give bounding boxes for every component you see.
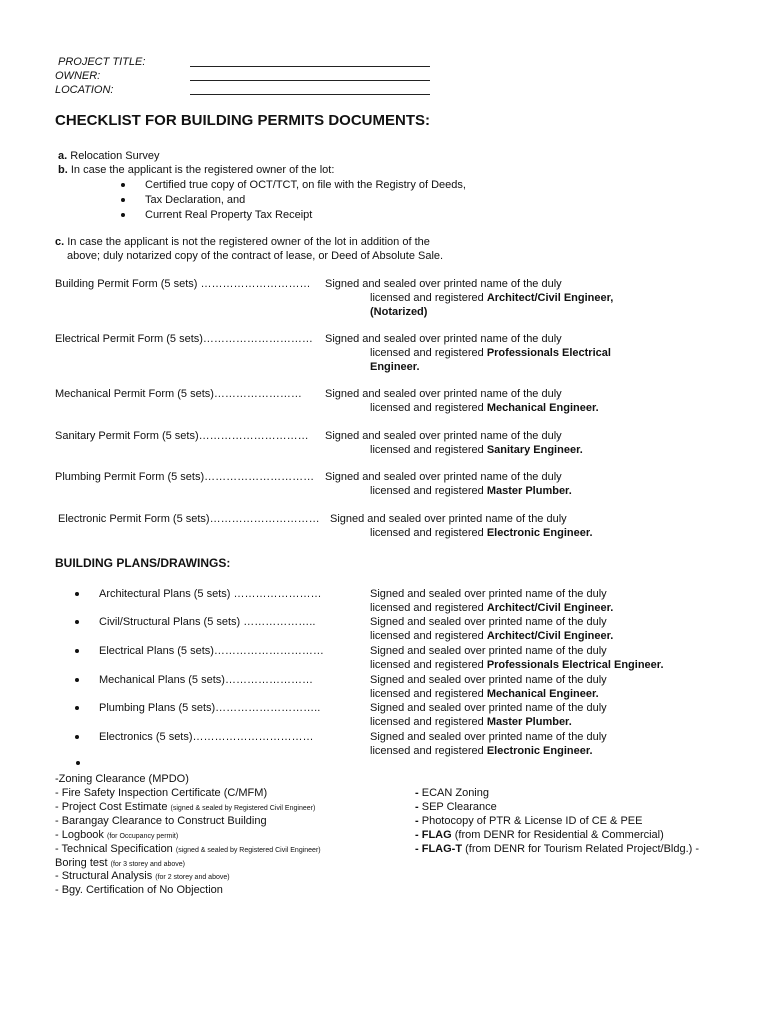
item-c-text-1: In case the applicant is not the registered owner of the lot in addition of the [67, 236, 430, 248]
permit-form-role: Mechanical Engineer. [486, 402, 599, 414]
permit-form-signed: Signed and sealed over printed name of the duly [325, 388, 562, 400]
permit-form-electrical: Electrical Permit Form (5 sets)………………………… [55, 333, 313, 345]
req-cost-note: (signed & sealed by Registered Civil Engineer) [170, 805, 316, 812]
item-b [58, 163, 334, 177]
plan-licensed: licensed and registered Architect/Civil Engineer. [370, 630, 614, 642]
plan-role: Professionals Electrical Engineer. [486, 659, 664, 671]
req-cost: - Project Cost Estimate (signed & sealed by Registered Civil Engineer) [55, 801, 316, 813]
permit-form-licensed: licensed and registered Sanitary Engineer. [370, 444, 583, 456]
permit-form-electronic: Electronic Permit Form (5 sets)………………………… [58, 513, 320, 525]
req-boring-note: (for 3 storey and above) [110, 861, 185, 868]
req-logbook-note: (for Occupancy permit) [107, 833, 179, 840]
permit-form-licensed: licensed and registered Master Plumber. [370, 485, 572, 497]
plan-signed: Signed and sealed over printed name of the duly [370, 645, 607, 657]
plan-signed: Signed and sealed over printed name of the duly [370, 702, 607, 714]
req-logbook: - Logbook (for Occupancy permit) [55, 829, 179, 841]
project-title-line [190, 66, 430, 67]
permit-form-plumbing: Plumbing Permit Form (5 sets)………………………… [55, 471, 315, 483]
plan-licensed: licensed and registered Master Plumber. [370, 716, 572, 728]
req-bgy: - Bgy. Certification of No Objection [55, 884, 223, 896]
plan-architectural: Architectural Plans (5 sets) …………………… [99, 588, 322, 600]
plan-signed: Signed and sealed over printed name of the duly [370, 616, 607, 628]
req-sep: - SEP Clearance [415, 801, 497, 813]
permit-form-signed: Signed and sealed over printed name of the duly [325, 430, 562, 442]
req-techspec: - Technical Specification (signed & sealed by Registered Civil Engineer) [55, 843, 321, 855]
permit-form-building: Building Permit Form (5 sets) ………………………… [55, 278, 311, 290]
req-barangay: - Barangay Clearance to Construct Building [55, 815, 267, 827]
plan-licensed: licensed and registered Architect/Civil Engineer. [370, 602, 614, 614]
plan-role: Mechanical Engineer. [486, 688, 599, 700]
req-boring: Boring test (for 3 storey and above) [55, 857, 185, 869]
req-flag-t: - FLAG-T (from DENR for Tourism Related Project/Bldg.) - [415, 843, 700, 855]
permit-form-role: Master Plumber. [486, 485, 572, 497]
req-structural: - Structural Analysis (for 2 storey and above) [55, 870, 230, 882]
plans-title: BUILDING PLANS/DRAWINGS: [55, 556, 231, 570]
permit-form-extra: Engineer. [370, 361, 420, 373]
req-techspec-note: (signed & sealed by Registered Civil Engineer) [175, 847, 321, 854]
permit-form-licensed: licensed and registered Mechanical Engineer. [370, 402, 599, 414]
req-ecan: - ECAN Zoning [415, 787, 489, 799]
plan-electrical: Electrical Plans (5 sets)………………………… [99, 645, 324, 657]
item-c-letter: c. [55, 236, 65, 248]
plan-signed: Signed and sealed over printed name of the duly [370, 674, 607, 686]
permit-form-licensed: licensed and registered Architect/Civil Engineer, [370, 292, 614, 304]
plan-role: Architect/Civil Engineer. [486, 602, 614, 614]
item-b-text: In case the applicant is the registered owner of the lot: [70, 164, 335, 176]
permit-form-role: Architect/Civil Engineer, [486, 292, 614, 304]
plan-licensed: licensed and registered Mechanical Engineer. [370, 688, 599, 700]
req-ptr: - Photocopy of PTR & License ID of CE & PEE [415, 815, 643, 827]
permit-form-licensed: licensed and registered Electronic Engineer. [370, 527, 593, 539]
plan-role: Architect/Civil Engineer. [486, 630, 614, 642]
plan-licensed: licensed and registered Professionals Electrical Engineer. [370, 659, 664, 671]
plan-electronics: Electronics (5 sets)…………………………… [99, 731, 314, 743]
permit-form-signed: Signed and sealed over printed name of the duly [330, 513, 567, 525]
location-label: LOCATION: [55, 84, 114, 96]
list-item: Certified true copy of OCT/TCT, on file with the Registry of Deeds, [145, 179, 466, 191]
permit-form-role: Sanitary Engineer. [486, 444, 583, 456]
plan-signed: Signed and sealed over printed name of the duly [370, 731, 607, 743]
permit-form-sanitary: Sanitary Permit Form (5 sets)………………………… [55, 430, 309, 442]
owner-label: OWNER: [55, 70, 101, 82]
item-a-letter: a. [58, 150, 68, 162]
plan-signed: Signed and sealed over printed name of the duly [370, 588, 607, 600]
item-a-text: Relocation Survey [70, 150, 160, 162]
permit-form-role: Electronic Engineer. [486, 527, 593, 539]
empty-bullet [76, 761, 80, 765]
permit-form-licensed: licensed and registered Professionals Electrical [370, 347, 611, 359]
item-b-letter: b. [58, 164, 68, 176]
plan-role: Master Plumber. [486, 716, 572, 728]
req-structural-note: (for 2 storey and above) [155, 874, 230, 881]
item-c [55, 235, 430, 249]
permit-form-mechanical: Mechanical Permit Form (5 sets)…………………… [55, 388, 302, 400]
plan-civil-structural: Civil/Structural Plans (5 sets) ……………….. [99, 616, 316, 628]
owner-line [190, 80, 430, 81]
req-flag: - FLAG (from DENR for Residential & Commercial) [415, 829, 664, 841]
list-item: Tax Declaration, and [145, 194, 246, 206]
permit-form-signed: Signed and sealed over printed name of the duly [325, 333, 562, 345]
page-title: CHECKLIST FOR BUILDING PERMITS DOCUMENTS: [55, 112, 430, 129]
plan-plumbing: Plumbing Plans (5 sets)……………………….. [99, 702, 321, 714]
req-fire: - Fire Safety Inspection Certificate (C/MFM) [55, 787, 268, 799]
location-line [190, 94, 430, 95]
plan-mechanical: Mechanical Plans (5 sets)…………………… [99, 674, 313, 686]
permit-form-extra: (Notarized) [370, 306, 428, 318]
item-a [58, 149, 160, 163]
permit-form-signed: Signed and sealed over printed name of the duly [325, 278, 562, 290]
list-item: Current Real Property Tax Receipt [145, 209, 313, 221]
req-zoning: -Zoning Clearance (MPDO) [55, 773, 189, 785]
plan-role: Electronic Engineer. [486, 745, 593, 757]
permit-form-role: Professionals Electrical [486, 347, 611, 359]
project-title-label: PROJECT TITLE: [58, 56, 146, 68]
permit-form-signed: Signed and sealed over printed name of the duly [325, 471, 562, 483]
plan-licensed: licensed and registered Electronic Engineer. [370, 745, 593, 757]
item-c-text-2: above; duly notarized copy of the contract of lease, or Deed of Absolute Sale. [67, 250, 444, 262]
